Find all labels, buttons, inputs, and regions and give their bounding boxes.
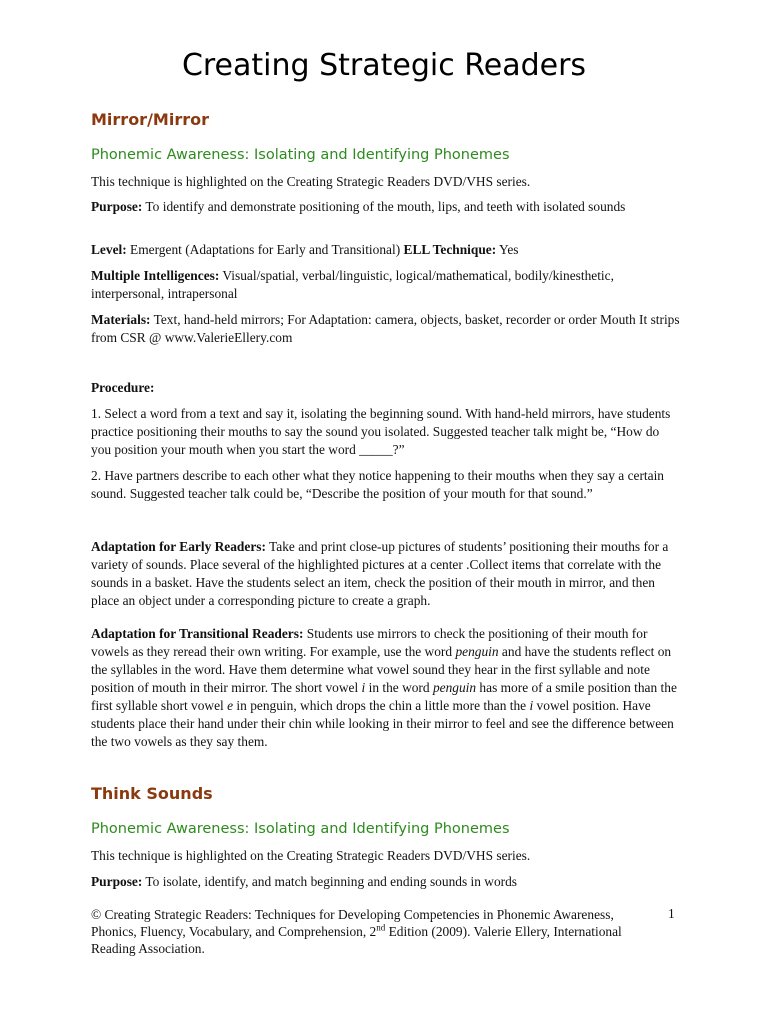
- footer-text: Edition (2009). Valerie Ellery, International Reading Association.: [91, 924, 622, 956]
- italic-letter: e: [227, 698, 234, 713]
- purpose-paragraph: [91, 873, 681, 891]
- transitional-text: has more of a smile position than the first syllable short vowel: [91, 680, 677, 713]
- intelligences-label: Multiple Intelligences:: [91, 268, 220, 283]
- transitional-text: vowel position. Have students place their hand under their chin while looking in their mirror to feel and see the difference between the two vowels as they say them.: [91, 698, 674, 749]
- ell-text: Yes: [496, 242, 519, 257]
- transitional-text: in the word: [365, 680, 433, 695]
- purpose-label: Purpose:: [91, 199, 143, 214]
- materials-label: Materials:: [91, 312, 151, 327]
- intelligences-paragraph: [91, 267, 681, 303]
- ell-label: ELL Technique:: [403, 242, 497, 257]
- procedure-step-2: 2. Have partners describe to each other what they notice happening to their mouths when they say a certain sound. Suggested teacher talk could be, “Describe the position of your mouth for that sound.”: [91, 468, 664, 501]
- intelligences-text: Visual/spatial, verbal/linguistic, logical/mathematical, bodily/kinesthetic, interpersonal, intrapersonal: [91, 268, 614, 301]
- italic-letter: i: [529, 698, 534, 713]
- purpose-label: Purpose:: [91, 874, 143, 889]
- page-number: 1: [668, 906, 675, 921]
- early-readers-paragraph: [91, 538, 681, 610]
- transitional-readers-label: Adaptation for Transitional Readers:: [91, 626, 304, 641]
- intro-text: This technique is highlighted on the Creating Strategic Readers DVD/VHS series.: [91, 174, 531, 189]
- materials-text: Text, hand-held mirrors; For Adaptation: camera, objects, basket, recorder or order Mouth It strips from CSR @ www.ValerieEllery.com: [91, 312, 680, 345]
- section-subheading: Phonemic Awareness: Isolating and Identifying Phonemes: [91, 147, 510, 163]
- transitional-text: and have the students reflect on the syllables in the word. Have them determine what vowel sound they hear in the first syllable and note position of mouth in their mirror. The short vowel: [91, 644, 672, 695]
- transitional-readers-paragraph: [91, 625, 681, 751]
- italic-word: penguin: [455, 644, 499, 659]
- section-heading-think-sounds: Think Sounds: [91, 784, 213, 803]
- procedure-step-1: 1. Select a word from a text and say it, isolating the beginning sound. With hand-held mirrors, have students practice positioning their mouths to say the sound you isolated. Suggested teacher talk might be, “How do you position your mouth when you start the word _____?”: [91, 406, 671, 457]
- page-title: Creating Strategic Readers: [181, 48, 587, 83]
- footer-text: © Creating Strategic Readers: Techniques for Developing Competencies in Phonemic Awareness, Phonics, Fluency, Vocabulary, and Comprehension, 2: [91, 907, 614, 939]
- procedure-heading: [91, 379, 681, 397]
- italic-word: penguin: [432, 680, 477, 695]
- level-paragraph: [91, 241, 681, 259]
- intro-text: This technique is highlighted on the Creating Strategic Readers DVD/VHS series.: [91, 848, 531, 863]
- purpose-text: To isolate, identify, and match beginning and ending sounds in words: [142, 874, 518, 889]
- section-subheading: Phonemic Awareness: Isolating and Identifying Phonemes: [91, 821, 510, 837]
- italic-letter: i: [361, 680, 366, 695]
- level-text: Emergent (Adaptations for Early and Transitional): [126, 242, 404, 257]
- transitional-text: Students use mirrors to check the positioning of their mouth for vowels as they reread their own writing. For example, use the word: [91, 626, 648, 659]
- level-label: Level:: [91, 242, 127, 257]
- purpose-text: To identify and demonstrate positioning of the mouth, lips, and teeth with isolated sounds: [142, 199, 626, 214]
- footer-citation: [91, 906, 651, 957]
- early-readers-text: Take and print close-up pictures of students’ positioning their mouths for a variety of sounds. Place several of the highlighted pictures at a center .Collect items that correlate with the sounds in a basket. Have the students select an item, check the position of their mouth in mirror, and then place an object under a corresponding picture to create a graph.: [91, 539, 669, 608]
- transitional-text: in penguin, which drops the chin a little more than the: [233, 698, 530, 713]
- procedure-label: Procedure:: [91, 380, 155, 395]
- early-readers-label: Adaptation for Early Readers:: [91, 539, 266, 554]
- materials-paragraph: [91, 311, 681, 347]
- purpose-paragraph: [91, 198, 681, 216]
- footer-superscript: nd: [376, 922, 386, 933]
- section-heading-mirror-mirror: Mirror/Mirror: [91, 110, 209, 129]
